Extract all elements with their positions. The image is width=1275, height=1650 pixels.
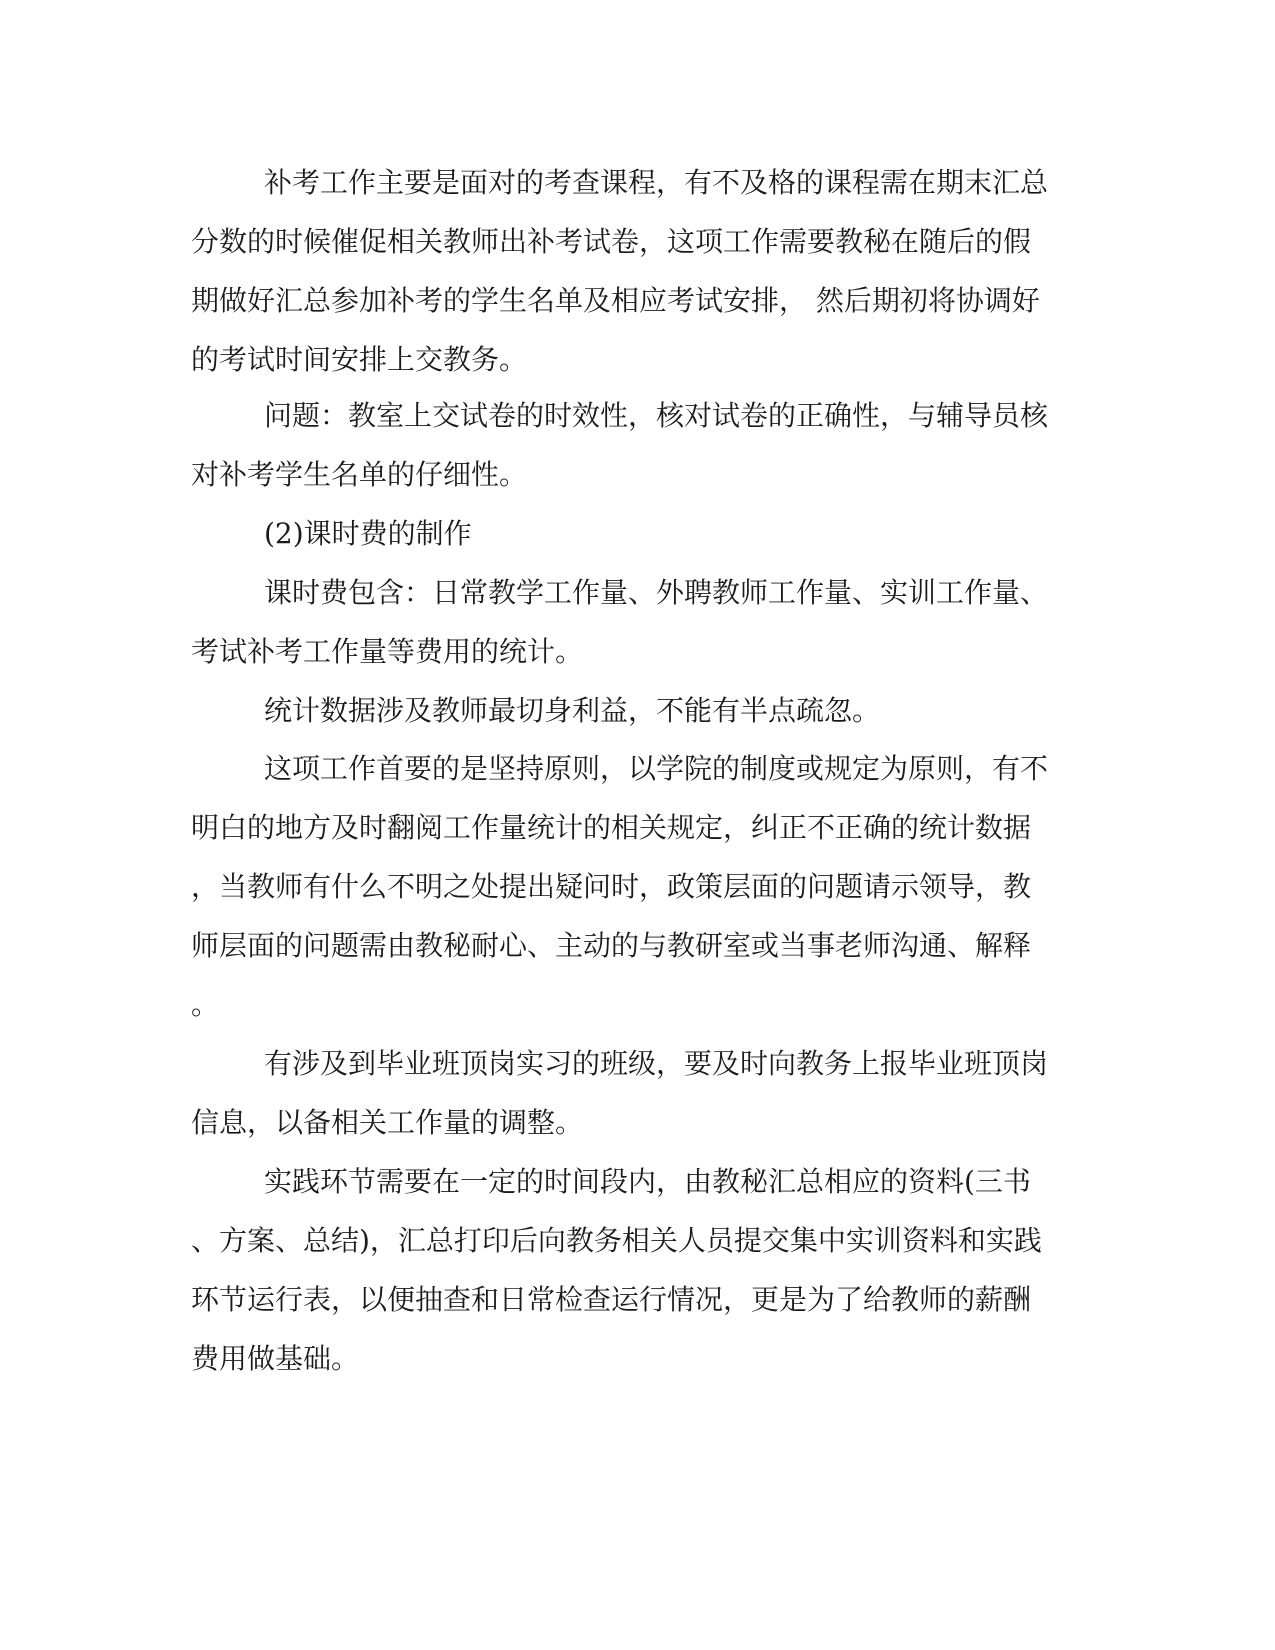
paragraph-1-line-3: 期做好汇总参加补考的学生名单及相应考试安排， 然后期初将协调好 bbox=[191, 284, 1040, 317]
paragraph-2-line-1: 问题：教室上交试卷的时效性，核对试卷的正确性，与辅导员核 bbox=[264, 399, 1049, 432]
paragraph-4-line-1: 课时费包含：日常教学工作量、外聘教师工作量、实训工作量、 bbox=[264, 576, 1049, 609]
paragraph-8-line-3: 环节运行表，以便抽查和日常检查运行情况，更是为了给教师的薪酬 bbox=[191, 1283, 1032, 1316]
paragraph-1-line-2: 分数的时候催促相关教师出补考试卷，这项工作需要教秘在随后的假 bbox=[191, 225, 1032, 258]
paragraph-8-line-4: 费用做基础。 bbox=[191, 1342, 360, 1375]
paragraph-7-line-2: 信息，以备相关工作量的调整。 bbox=[191, 1106, 584, 1139]
paragraph-5-line-1: 统计数据涉及教师最切身利益，不能有半点疏忽。 bbox=[264, 694, 881, 727]
paragraph-2-line-2: 对补考学生名单的仔细性。 bbox=[191, 458, 528, 491]
paragraph-6-line-5: 。 bbox=[191, 988, 220, 1021]
paragraph-4-line-2: 考试补考工作量等费用的统计。 bbox=[191, 635, 584, 668]
paragraph-1-line-4: 的考试时间安排上交教务。 bbox=[191, 343, 528, 376]
paragraph-6-line-2: 明白的地方及时翻阅工作量统计的相关规定，纠正不正确的统计数据 bbox=[191, 811, 1032, 844]
paragraph-7-line-1: 有涉及到毕业班顶岗实习的班级，要及时向教务上报毕业班顶岗 bbox=[264, 1047, 1049, 1080]
paragraph-8-line-2: 、方案、总结)，汇总打印后向教务相关人员提交集中实训资料和实践 bbox=[191, 1224, 1042, 1257]
paragraph-6-line-3: ，当教师有什么不明之处提出疑问时，政策层面的问题请示领导，教 bbox=[191, 870, 1032, 903]
paragraph-8-line-1: 实践环节需要在一定的时间段内，由教秘汇总相应的资料(三书 bbox=[264, 1165, 1031, 1198]
section-heading-2: (2)课时费的制作 bbox=[264, 517, 472, 550]
paragraph-1-line-1: 补考工作主要是面对的考查课程，有不及格的课程需在期末汇总 bbox=[264, 166, 1049, 199]
paragraph-6-line-1: 这项工作首要的是坚持原则，以学院的制度或规定为原则，有不 bbox=[264, 752, 1049, 785]
paragraph-6-line-4: 师层面的问题需由教秘耐心、主动的与教研室或当事老师沟通、解释 bbox=[191, 929, 1032, 962]
